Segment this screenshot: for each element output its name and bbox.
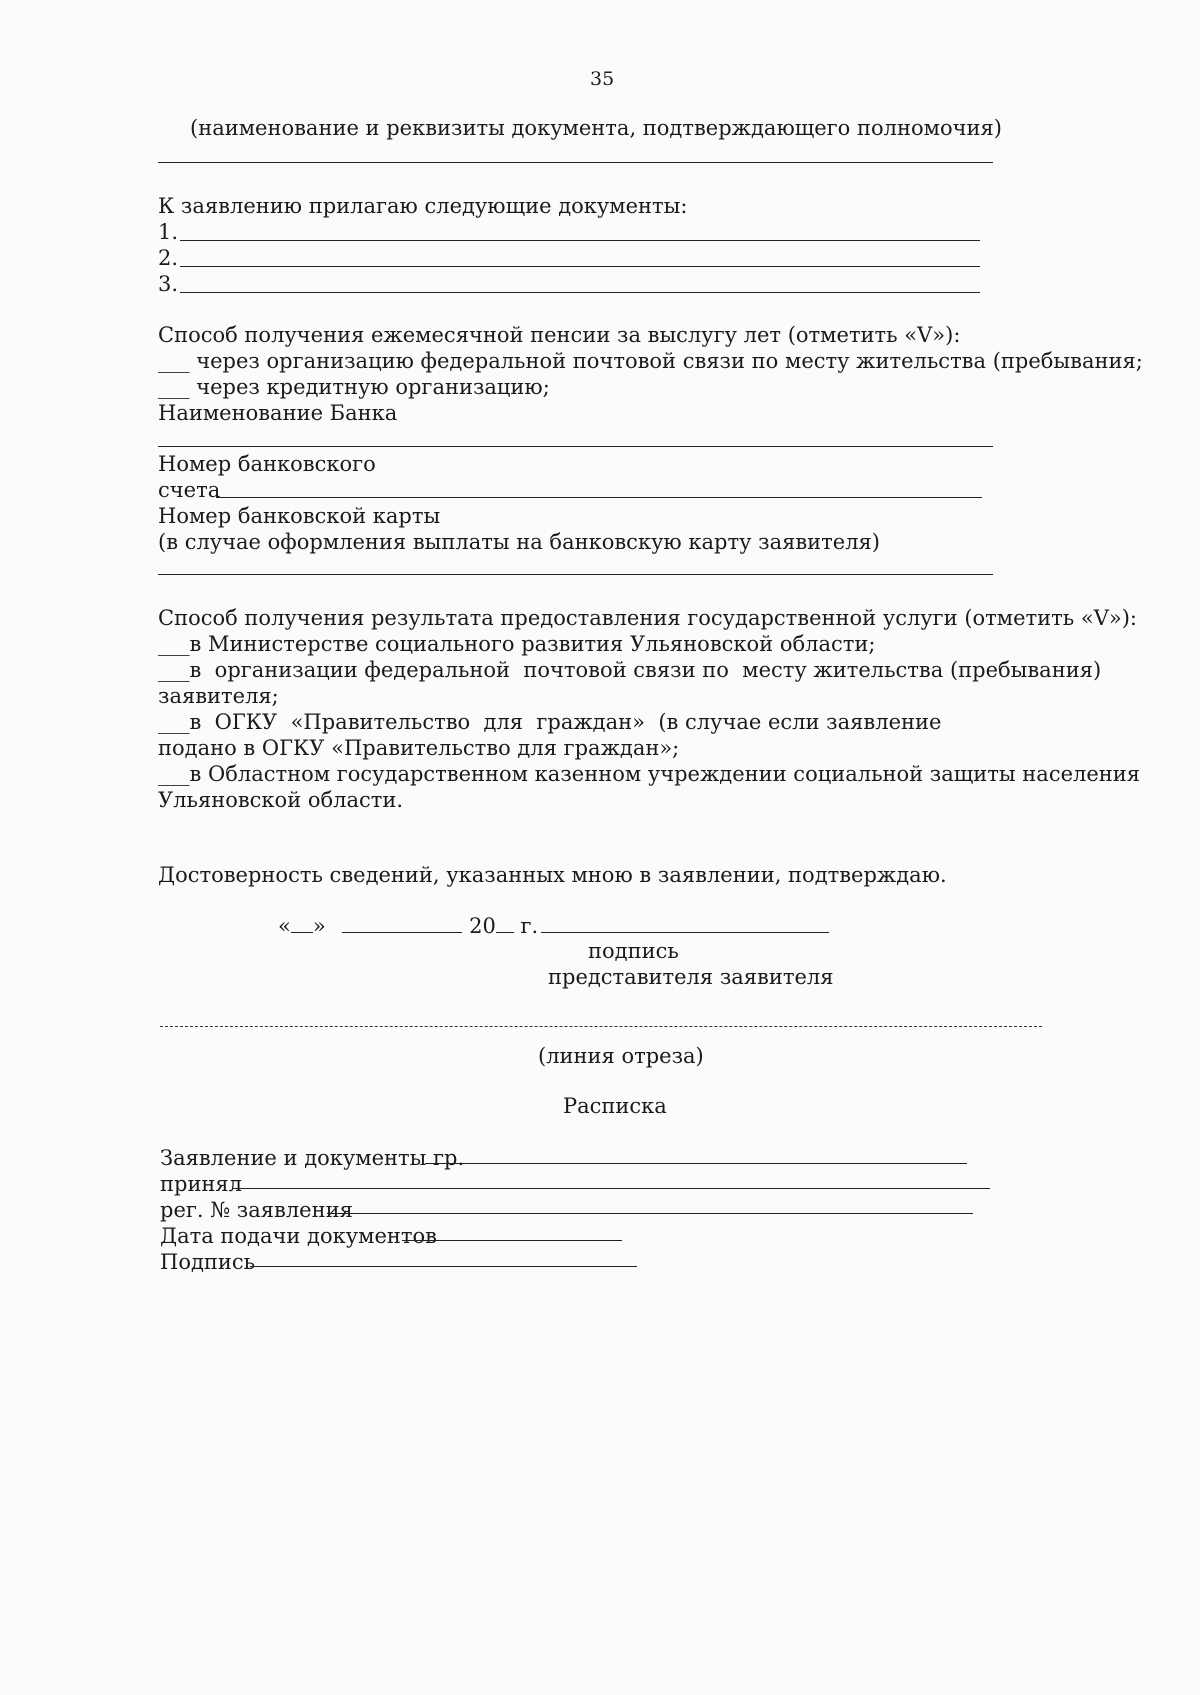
result-option-ogku-cont: подано в ОГКУ «Правительство для граждан»; <box>158 736 680 760</box>
bank-name-line[interactable] <box>158 446 993 447</box>
pension-option-post[interactable] <box>158 348 1143 374</box>
account-number-line[interactable] <box>216 497 982 498</box>
attachment-number-3: 3. <box>158 272 179 296</box>
result-method-title: Способ получения результата предоставления государственной услуги (отметить «V»): <box>158 606 1138 630</box>
receipt-docs-label: Заявление и документы гр. <box>160 1146 465 1170</box>
date-open-quote: « <box>278 914 291 938</box>
receipt-accepted-label: принял <box>160 1172 243 1196</box>
date-year-prefix: 20 <box>469 914 496 938</box>
receipt-docs-line[interactable] <box>425 1163 967 1164</box>
result-option-regional-cont: Ульяновской области. <box>158 788 404 812</box>
pension-option-post-mark[interactable]: ___ <box>158 349 190 373</box>
result-option-regional-label: в Областном государственном казенном учреждении социальной защиты населения <box>189 762 1141 786</box>
result-option-ogku-mark[interactable]: ___ <box>158 710 190 734</box>
result-option-ogku[interactable] <box>158 709 941 735</box>
result-option-regional-mark[interactable]: ___ <box>158 762 190 786</box>
receipt-reg-number-label: рег. № заявления <box>160 1198 353 1222</box>
receipt-submit-date-line[interactable] <box>402 1240 622 1241</box>
attachment-line-3[interactable] <box>180 292 980 293</box>
result-option-ogku-label: в ОГКУ «Правительство для граждан» (в случае если заявление <box>189 710 942 734</box>
result-option-post-label: в организации федеральной почтовой связи по месту жительства (пребывания) <box>189 658 1102 682</box>
pension-option-post-label: через организацию федеральной почтовой связи по месту жительства (пребывания; <box>196 349 1143 373</box>
signature-line[interactable] <box>541 932 829 933</box>
date-year-blank[interactable] <box>496 914 514 933</box>
receipt-accepted-line[interactable] <box>233 1188 990 1189</box>
attachments-intro: К заявлению прилагаю следующие документы: <box>158 194 688 218</box>
attachment-line-1[interactable] <box>180 240 980 241</box>
date-day-blank[interactable] <box>291 914 313 933</box>
page-number: 35 <box>590 68 615 90</box>
attachment-number-1: 1. <box>158 220 179 244</box>
result-option-post[interactable] <box>158 657 1101 683</box>
result-option-regional[interactable] <box>158 761 1141 787</box>
account-label-1: Номер банковского <box>158 452 376 476</box>
cut-line <box>160 1026 1042 1027</box>
date-close-quote: » <box>312 914 326 938</box>
date-field[interactable] <box>278 913 538 939</box>
bank-name-label: Наименование Банка <box>158 401 398 425</box>
result-option-post-mark[interactable]: ___ <box>158 658 190 682</box>
pension-option-credit-label: через кредитную организацию; <box>196 375 550 399</box>
pension-method-title: Способ получения ежемесячной пенсии за выслугу лет (отметить «V»): <box>158 323 961 347</box>
cut-line-label: (линия отреза) <box>538 1044 704 1068</box>
attachment-line-2[interactable] <box>180 266 980 267</box>
authority-doc-line <box>158 162 993 163</box>
result-option-ministry-mark[interactable]: ___ <box>158 632 190 656</box>
receipt-signature-line[interactable] <box>250 1266 637 1267</box>
confirmation-statement: Достоверность сведений, указанных мною в заявлении, подтверждаю. <box>158 863 947 887</box>
receipt-signature-label: Подпись <box>160 1250 256 1274</box>
card-label: Номер банковской карты <box>158 504 441 528</box>
receipt-submit-date-label: Дата подачи документов <box>160 1224 437 1248</box>
signature-caption-2: представителя заявителя <box>548 965 834 989</box>
account-label-2: счета <box>158 478 221 502</box>
result-option-post-cont: заявителя; <box>158 684 279 708</box>
pension-option-credit-mark[interactable]: ___ <box>158 375 190 399</box>
card-note: (в случае оформления выплаты на банковскую карту заявителя) <box>158 530 880 554</box>
attachment-number-2: 2. <box>158 246 179 270</box>
receipt-title: Расписка <box>563 1094 667 1118</box>
receipt-reg-number-line[interactable] <box>327 1213 973 1214</box>
date-year-suffix: г. <box>520 914 539 938</box>
result-option-ministry[interactable] <box>158 631 875 657</box>
result-option-ministry-label: в Министерстве социального развития Ульяновской области; <box>189 632 876 656</box>
card-number-line[interactable] <box>158 574 993 575</box>
authority-doc-caption: (наименование и реквизиты документа, подтверждающего полномочия) <box>190 116 1002 140</box>
date-month-blank[interactable] <box>342 914 462 933</box>
signature-caption-1: подпись <box>588 939 679 963</box>
pension-option-credit[interactable] <box>158 374 550 400</box>
